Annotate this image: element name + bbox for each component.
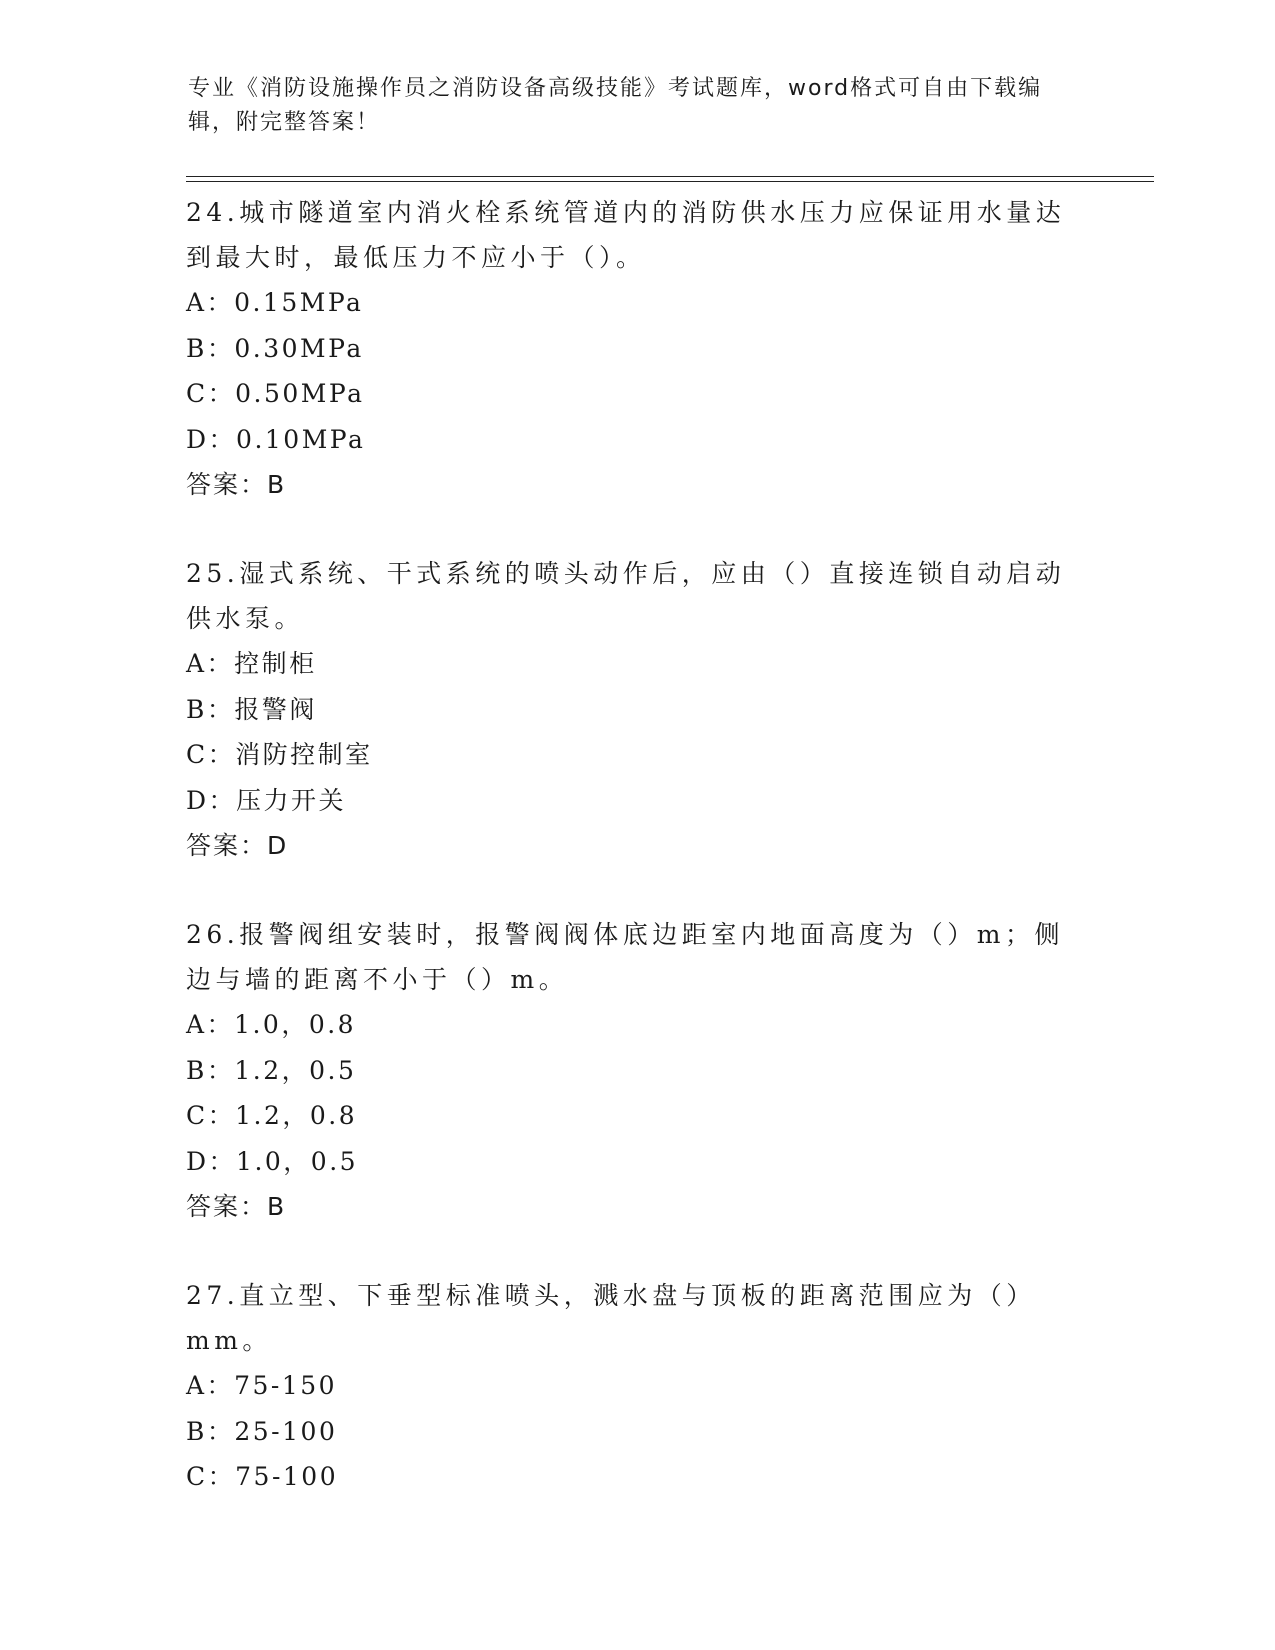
option-a <box>186 1002 1086 1048</box>
question-stem: 27.直立型、下垂型标准喷头，溅水盘与顶板的距离范围应为（）mm。 <box>186 1281 1036 1355</box>
option-d <box>186 1139 1086 1185</box>
option-b <box>186 1409 1086 1455</box>
option-label: B： <box>186 333 235 363</box>
option-c <box>186 371 1086 417</box>
option-b <box>186 326 1086 372</box>
question-25 <box>186 551 1086 868</box>
answer-line: 答案：D <box>186 831 289 860</box>
option-label: B： <box>186 1055 235 1085</box>
option-label: D： <box>186 785 237 815</box>
option-label: B： <box>186 694 235 724</box>
question-24 <box>186 190 1086 507</box>
option-text: 1.2，0.5 <box>234 1055 357 1085</box>
option-a <box>186 641 1086 687</box>
option-text: 0.15MPa <box>234 288 364 317</box>
option-label: B： <box>186 1416 235 1446</box>
option-c <box>186 1093 1086 1139</box>
option-text: 25-100 <box>234 1416 338 1446</box>
option-text: 报警阀 <box>234 694 317 724</box>
option-b <box>186 1048 1086 1094</box>
question-stem: 25.湿式系统、干式系统的喷头动作后，应由（）直接连锁自动启动供水泵。 <box>186 559 1066 633</box>
option-d <box>186 417 1086 463</box>
option-text: 1.2，0.8 <box>235 1101 358 1130</box>
option-d <box>186 778 1086 824</box>
option-label: D： <box>186 424 237 454</box>
question-list <box>186 190 1086 1544</box>
option-label: A： <box>186 649 235 678</box>
option-label: C： <box>186 1462 236 1491</box>
option-label: C： <box>186 379 236 408</box>
question-stem: 26.报警阀组安装时，报警阀阀体底边距室内地面高度为（）m；侧边与墙的距离不小于（）m。 <box>186 920 1064 994</box>
header-divider-top <box>186 176 1154 177</box>
option-text: 0.50MPa <box>235 379 365 408</box>
option-a <box>186 1363 1086 1409</box>
option-label: D： <box>186 1146 237 1176</box>
option-label: A： <box>186 288 235 317</box>
option-text: 0.10MPa <box>236 424 366 454</box>
option-text: 75-150 <box>234 1371 338 1400</box>
question-stem: 24.城市隧道室内消火栓系统管道内的消防供水压力应保证用水量达到最大时，最低压力不应小于（）。 <box>186 198 1066 272</box>
option-label: C： <box>186 740 236 769</box>
option-text: 75-100 <box>235 1462 339 1491</box>
option-a <box>186 280 1086 326</box>
option-text: 压力开关 <box>236 785 347 815</box>
answer-line: 答案：B <box>186 1192 287 1221</box>
option-label: A： <box>186 1010 235 1039</box>
option-c <box>186 1454 1086 1500</box>
option-text: 0.30MPa <box>234 333 364 363</box>
option-text: 1.0，0.5 <box>236 1146 359 1176</box>
option-text: 控制柜 <box>234 649 317 678</box>
option-label: C： <box>186 1101 236 1130</box>
answer-line: 答案：B <box>186 470 287 499</box>
option-text: 消防控制室 <box>235 740 373 769</box>
option-label: A： <box>186 1371 235 1400</box>
question-26 <box>186 912 1086 1229</box>
option-c <box>186 732 1086 778</box>
header-divider-bottom <box>186 181 1154 182</box>
question-27 <box>186 1273 1086 1500</box>
document-header: 专业《消防设施操作员之消防设备高级技能》考试题库，word格式可自由下载编辑，附完整答案！ <box>188 76 1043 135</box>
option-text: 1.0，0.8 <box>234 1010 357 1039</box>
option-b <box>186 687 1086 733</box>
